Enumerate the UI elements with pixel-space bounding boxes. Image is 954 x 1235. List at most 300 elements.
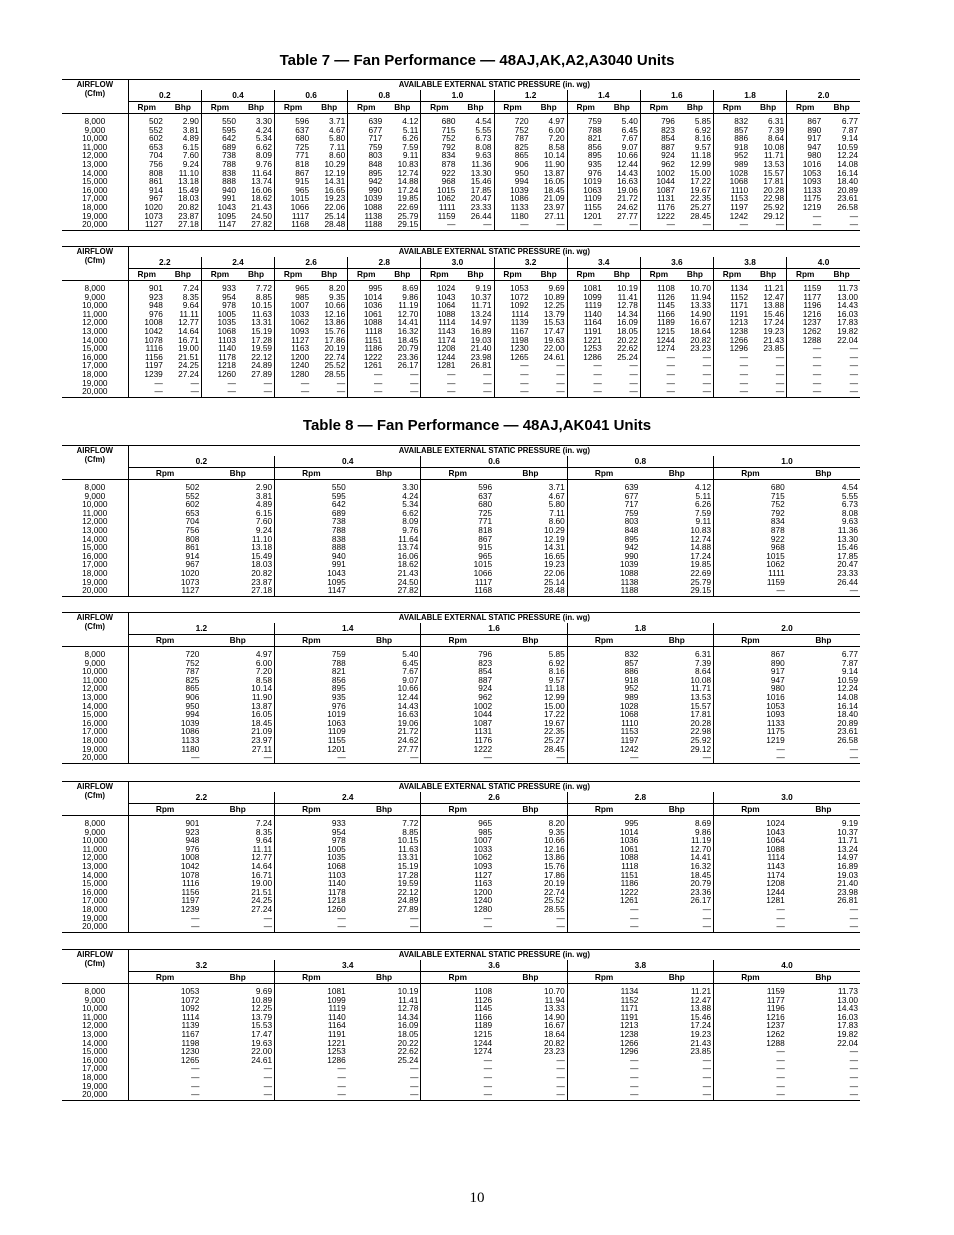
bhp-cell: 7.72 bbox=[255, 283, 273, 293]
bhp-header: Bhp bbox=[640, 972, 713, 984]
rpm-cell: — bbox=[567, 361, 604, 370]
bhp-cell: 8.08 bbox=[841, 507, 858, 518]
rpm-cell: — bbox=[714, 753, 787, 763]
bhp-cell: — bbox=[410, 752, 419, 763]
bhp-cell: 11.71 bbox=[690, 683, 712, 694]
bhp-cell: 18.62 bbox=[397, 559, 419, 570]
rpm-cell: — bbox=[713, 370, 750, 379]
rpm-cell: 1260 bbox=[275, 905, 348, 914]
rpm-cell: 994 bbox=[494, 177, 531, 186]
bhp-cell: 13.00 bbox=[837, 291, 858, 302]
rpm-cell: 1043 bbox=[201, 203, 238, 212]
rpm-cell: 1163 bbox=[275, 344, 312, 353]
fan-performance-table bbox=[62, 612, 860, 764]
rpm-header: Rpm bbox=[714, 972, 787, 984]
rpm-cell: 1188 bbox=[348, 220, 385, 230]
rpm-header: Rpm bbox=[640, 102, 677, 114]
rpm-cell: 1198 bbox=[494, 336, 531, 345]
bhp-cell: — bbox=[702, 368, 711, 379]
rpm-cell: 1014 bbox=[567, 828, 640, 837]
fan-performance-table bbox=[62, 246, 860, 398]
rpm-cell: 1238 bbox=[713, 327, 750, 336]
bhp-cell: 5.55 bbox=[475, 124, 492, 135]
bhp-cell: 21.43 bbox=[763, 334, 785, 345]
bhp-cell: 9.19 bbox=[475, 283, 492, 293]
bhp-cell: 16.89 bbox=[470, 325, 492, 336]
bhp-cell: 14.97 bbox=[470, 317, 492, 328]
bhp-cell: 25.24 bbox=[617, 351, 638, 362]
rpm-cell: — bbox=[494, 220, 531, 230]
rpm-cell: 1016 bbox=[787, 160, 824, 169]
rpm-cell: 962 bbox=[421, 693, 494, 702]
bhp-cell: 26.44 bbox=[470, 210, 492, 221]
bhp-cell: 6.45 bbox=[621, 124, 638, 135]
rpm-cell: 923 bbox=[148, 291, 163, 302]
bhp-cell: 8.58 bbox=[255, 674, 273, 685]
rpm-cell: — bbox=[567, 1056, 640, 1065]
rpm-cell: 1053 bbox=[787, 169, 824, 178]
rpm-header: Rpm bbox=[567, 972, 640, 984]
bhp-header: Bhp bbox=[823, 102, 860, 114]
airflow-cell: 19,000 bbox=[62, 578, 128, 587]
bhp-cell: 5.85 bbox=[694, 116, 711, 126]
bhp-cell: 15.53 bbox=[543, 317, 565, 328]
pressure-value: 1.6 bbox=[421, 623, 567, 635]
rpm-cell: 861 bbox=[148, 176, 163, 187]
airflow-label: AIRFLOW bbox=[76, 80, 114, 89]
bhp-cell: — bbox=[702, 912, 712, 923]
rpm-cell: — bbox=[275, 387, 312, 397]
bhp-cell: — bbox=[849, 360, 858, 371]
rpm-cell: 1036 bbox=[567, 836, 640, 845]
rpm-cell: 1068 bbox=[201, 327, 238, 336]
airflow-cell: 19,000 bbox=[62, 379, 128, 388]
rpm-cell: — bbox=[787, 387, 824, 397]
bhp-cell: 21.43 bbox=[397, 567, 419, 578]
table-row bbox=[62, 816, 860, 828]
rpm-cell: 1153 bbox=[713, 194, 750, 203]
bhp-cell: 19.82 bbox=[837, 1028, 858, 1039]
airflow-unit: (Cfm) bbox=[84, 791, 106, 800]
bhp-cell: 8.58 bbox=[548, 141, 565, 152]
rpm-cell: — bbox=[348, 387, 385, 397]
rpm-cell: 990 bbox=[567, 552, 640, 561]
rpm-cell: — bbox=[191, 912, 200, 923]
bhp-cell: 12.77 bbox=[178, 317, 199, 328]
rpm-cell: — bbox=[494, 361, 531, 370]
bhp-cell: 23.98 bbox=[470, 351, 492, 362]
pressure-header: AVAILABLE EXTERNAL STATIC PRESSURE (in. wg) bbox=[128, 613, 860, 624]
rpm-cell: 1191 bbox=[713, 310, 750, 319]
bhp-cell: 4.24 bbox=[255, 124, 273, 135]
bhp-cell: 27.11 bbox=[544, 210, 565, 221]
pressure-value: 2.4 bbox=[201, 257, 274, 269]
rpm-cell: 878 bbox=[714, 526, 787, 535]
rpm-cell: 1103 bbox=[275, 871, 348, 880]
airflow-header bbox=[62, 247, 128, 281]
rpm-cell: 886 bbox=[713, 134, 750, 143]
pressure-value: 0.8 bbox=[348, 90, 421, 102]
bhp-header: Bhp bbox=[787, 972, 860, 984]
rpm-cell: 1153 bbox=[567, 727, 640, 736]
rpm-cell: 1166 bbox=[640, 310, 677, 319]
bhp-cell: — bbox=[775, 219, 785, 230]
bhp-cell: 22.69 bbox=[397, 201, 419, 212]
bhp-cell: 9.24 bbox=[255, 524, 273, 535]
rpm-cell: 922 bbox=[421, 169, 458, 178]
rpm-cell: 677 bbox=[348, 126, 385, 135]
bhp-header: Bhp bbox=[384, 269, 421, 281]
bhp-cell: 22.04 bbox=[837, 1037, 858, 1048]
bhp-header: Bhp bbox=[531, 102, 568, 114]
pressure-value: 3.6 bbox=[421, 960, 567, 972]
airflow-cell: 11,000 bbox=[62, 845, 128, 854]
bhp-cell: 18.03 bbox=[251, 559, 273, 570]
airflow-cell: 8,000 bbox=[62, 114, 128, 126]
bhp-cell: 10.08 bbox=[690, 674, 712, 685]
rpm-cell: 954 bbox=[275, 828, 348, 837]
rpm-cell: — bbox=[787, 344, 824, 353]
rpm-cell: 1116 bbox=[182, 878, 200, 889]
bhp-cell: 12.74 bbox=[690, 533, 712, 544]
rpm-header: Rpm bbox=[714, 804, 787, 816]
table-row bbox=[62, 509, 860, 518]
bhp-header: Bhp bbox=[787, 635, 860, 647]
bhp-cell: 7.67 bbox=[621, 133, 638, 144]
rpm-cell: — bbox=[640, 379, 677, 388]
rpm-cell: 1196 bbox=[787, 301, 824, 310]
bhp-header: Bhp bbox=[201, 804, 274, 816]
airflow-unit: (Cfm) bbox=[84, 256, 106, 265]
rpm-cell: — bbox=[714, 1073, 787, 1082]
rpm-cell: 502 bbox=[185, 482, 200, 492]
bhp-cell: 12.78 bbox=[617, 300, 638, 311]
bhp-cell: — bbox=[849, 921, 858, 932]
rpm-cell: 895 bbox=[275, 684, 348, 693]
bhp-cell: 6.15 bbox=[182, 141, 199, 152]
table-row bbox=[62, 753, 860, 763]
rpm-cell: 1197 bbox=[144, 360, 163, 371]
bhp-cell: 13.86 bbox=[324, 317, 346, 328]
rpm-cell: 976 bbox=[148, 308, 163, 319]
rpm-cell: 924 bbox=[640, 151, 677, 160]
airflow-cell: 17,000 bbox=[62, 194, 128, 203]
bhp-cell: 9.64 bbox=[255, 835, 273, 846]
rpm-cell: 1002 bbox=[640, 169, 677, 178]
rpm-cell: 865 bbox=[494, 151, 531, 160]
bhp-cell: 22.98 bbox=[690, 726, 712, 737]
rpm-cell: 1002 bbox=[421, 702, 494, 711]
table-row bbox=[62, 1056, 860, 1065]
pressure-value: 2.2 bbox=[128, 257, 201, 269]
bhp-cell: 11.90 bbox=[251, 691, 273, 702]
bhp-cell: 12.47 bbox=[690, 994, 712, 1005]
pressure-value: 4.0 bbox=[714, 960, 860, 972]
rpm-cell: — bbox=[640, 220, 677, 230]
rpm-cell: 933 bbox=[275, 816, 348, 828]
bhp-cell: 8.64 bbox=[767, 133, 785, 144]
rpm-cell: 1177 bbox=[714, 996, 787, 1005]
bhp-cell: 12.19 bbox=[324, 167, 346, 178]
bhp-cell: 13.74 bbox=[251, 176, 273, 187]
bhp-cell: 10.83 bbox=[690, 524, 712, 535]
airflow-cell: 17,000 bbox=[62, 560, 128, 569]
rpm-cell: 980 bbox=[714, 684, 787, 693]
rpm-cell: 788 bbox=[275, 659, 348, 668]
bhp-cell: 9.14 bbox=[841, 133, 858, 144]
rpm-cell: — bbox=[567, 387, 604, 397]
bhp-cell: 29.15 bbox=[690, 585, 712, 596]
airflow-cell: 8,000 bbox=[62, 984, 128, 996]
bhp-cell: 12.19 bbox=[543, 533, 565, 544]
rpm-cell: 725 bbox=[421, 509, 494, 518]
bhp-cell: 9.57 bbox=[694, 141, 711, 152]
rpm-cell: 1092 bbox=[180, 1003, 200, 1014]
table-row bbox=[62, 693, 860, 702]
bhp-cell: 16.06 bbox=[251, 184, 273, 195]
bhp-cell: — bbox=[556, 1071, 565, 1082]
bhp-cell: 25.14 bbox=[324, 210, 346, 221]
bhp-cell: — bbox=[702, 351, 711, 362]
airflow-cell: 9,000 bbox=[62, 996, 128, 1005]
rpm-cell: 1007 bbox=[421, 836, 494, 845]
bhp-cell: 26.58 bbox=[837, 201, 858, 212]
rpm-cell: 1266 bbox=[567, 1039, 640, 1048]
bhp-cell: 12.77 bbox=[251, 852, 273, 863]
rpm-cell: — bbox=[275, 922, 348, 932]
bhp-cell: 10.08 bbox=[763, 141, 785, 152]
table-row bbox=[62, 220, 860, 230]
pressure-value: 1.0 bbox=[421, 90, 494, 102]
rpm-cell: 1053 bbox=[714, 702, 787, 711]
bhp-header: Bhp bbox=[457, 102, 494, 114]
rpm-cell: 1072 bbox=[180, 994, 200, 1005]
rpm-cell: — bbox=[640, 370, 677, 379]
rpm-cell: 1280 bbox=[275, 370, 312, 379]
rpm-cell: 980 bbox=[787, 151, 824, 160]
bhp-cell: 16.05 bbox=[251, 709, 273, 720]
pressure-value: 0.6 bbox=[275, 90, 348, 102]
rpm-cell: — bbox=[787, 212, 824, 221]
bhp-cell: 2.90 bbox=[182, 116, 199, 126]
bhp-cell: 8.35 bbox=[182, 291, 199, 302]
rpm-cell: 1078 bbox=[144, 334, 163, 345]
rpm-cell: 1028 bbox=[567, 702, 640, 711]
rpm-cell: 914 bbox=[185, 550, 200, 561]
bhp-cell: — bbox=[629, 377, 638, 388]
rpm-cell: 962 bbox=[640, 160, 677, 169]
rpm-cell: 989 bbox=[713, 160, 750, 169]
rpm-cell: 787 bbox=[494, 134, 531, 143]
bhp-cell: 21.72 bbox=[617, 193, 638, 204]
rpm-cell: 796 bbox=[421, 647, 494, 659]
airflow-cell: 8,000 bbox=[62, 647, 128, 659]
bhp-cell: — bbox=[556, 219, 565, 230]
table-row bbox=[62, 676, 860, 685]
table-row bbox=[62, 647, 860, 659]
rpm-cell: 1189 bbox=[640, 318, 677, 327]
rpm-cell: — bbox=[421, 1064, 494, 1073]
bhp-cell: 13.30 bbox=[837, 533, 858, 544]
pressure-value: 0.4 bbox=[201, 90, 274, 102]
airflow-cell: 17,000 bbox=[62, 727, 128, 736]
bhp-cell: 21.09 bbox=[543, 193, 565, 204]
bhp-cell: — bbox=[410, 1080, 419, 1091]
rpm-cell: 886 bbox=[567, 667, 640, 676]
airflow-cell: 18,000 bbox=[62, 1073, 128, 1082]
bhp-cell: 16.14 bbox=[837, 167, 858, 178]
bhp-cell: 19.06 bbox=[397, 717, 419, 728]
rpm-cell: 867 bbox=[421, 535, 494, 544]
rpm-cell: 1242 bbox=[567, 745, 640, 754]
rpm-cell: 901 bbox=[148, 283, 163, 293]
bhp-cell: 24.62 bbox=[617, 201, 638, 212]
rpm-cell: 1086 bbox=[180, 726, 200, 737]
rpm-cell: — bbox=[714, 1082, 787, 1091]
pressure-value: 3.2 bbox=[128, 960, 274, 972]
bhp-cell: 7.59 bbox=[694, 507, 712, 518]
rpm-header: Rpm bbox=[567, 269, 604, 281]
pressure-value: 2.8 bbox=[567, 792, 713, 804]
bhp-cell: 19.59 bbox=[251, 343, 273, 354]
rpm-cell: 1167 bbox=[494, 327, 531, 336]
rpm-cell: — bbox=[421, 370, 458, 379]
bhp-cell: — bbox=[849, 752, 858, 763]
rpm-header: Rpm bbox=[128, 269, 165, 281]
bhp-cell: — bbox=[556, 1080, 565, 1091]
pressure-value: 1.6 bbox=[640, 90, 713, 102]
bhp-cell: 11.41 bbox=[617, 291, 638, 302]
table-row bbox=[62, 905, 860, 914]
rpm-cell: 1073 bbox=[144, 210, 163, 221]
bhp-cell: 16.67 bbox=[690, 317, 711, 328]
bhp-cell: — bbox=[263, 912, 273, 923]
rpm-cell: 1175 bbox=[787, 194, 824, 203]
bhp-cell: 12.78 bbox=[397, 1003, 419, 1014]
bhp-cell: — bbox=[556, 1089, 565, 1100]
rpm-cell: 1088 bbox=[567, 569, 640, 578]
bhp-cell: 3.81 bbox=[182, 124, 199, 135]
bhp-cell: 12.99 bbox=[690, 158, 711, 169]
bhp-cell: — bbox=[410, 912, 419, 923]
bhp-cell: 11.71 bbox=[837, 835, 858, 846]
bhp-cell: 27.89 bbox=[251, 368, 273, 379]
airflow-cell: 20,000 bbox=[62, 220, 128, 230]
airflow-cell: 8,000 bbox=[62, 281, 128, 293]
rpm-cell: 808 bbox=[185, 533, 200, 544]
rpm-header: Rpm bbox=[494, 102, 531, 114]
bhp-cell: 15.53 bbox=[251, 1020, 273, 1031]
bhp-cell: 9.07 bbox=[621, 141, 638, 152]
rpm-cell: 1033 bbox=[421, 845, 494, 854]
bhp-cell: 16.06 bbox=[397, 550, 419, 561]
bhp-cell: 23.61 bbox=[837, 193, 858, 204]
airflow-cell: 19,000 bbox=[62, 745, 128, 754]
rpm-cell: 796 bbox=[640, 114, 677, 126]
bhp-header: Bhp bbox=[201, 972, 274, 984]
bhp-cell: — bbox=[556, 912, 565, 923]
rpm-cell: 1138 bbox=[567, 578, 640, 587]
bhp-cell: 17.86 bbox=[543, 869, 565, 880]
table-row bbox=[62, 684, 860, 693]
rpm-cell: 715 bbox=[421, 126, 458, 135]
airflow-label: AIRFLOW bbox=[76, 613, 114, 622]
rpm-cell: — bbox=[714, 1056, 787, 1065]
bhp-cell: 23.87 bbox=[178, 210, 199, 221]
rpm-cell: 887 bbox=[640, 143, 677, 152]
bhp-cell: 21.51 bbox=[251, 886, 273, 897]
rpm-cell: 1281 bbox=[714, 896, 787, 905]
rpm-cell: 895 bbox=[348, 169, 385, 178]
rpm-cell: — bbox=[713, 387, 750, 397]
bhp-cell: 5.11 bbox=[695, 490, 712, 501]
rpm-cell: 989 bbox=[567, 693, 640, 702]
table-row bbox=[62, 702, 860, 711]
airflow-cell: 13,000 bbox=[62, 160, 128, 169]
rpm-cell: 1093 bbox=[787, 177, 824, 186]
bhp-cell: 7.39 bbox=[694, 657, 712, 668]
bhp-cell: 11.71 bbox=[471, 300, 492, 311]
bhp-cell: 16.63 bbox=[617, 176, 638, 187]
bhp-cell: 9.63 bbox=[841, 516, 858, 527]
airflow-label: AIRFLOW bbox=[76, 950, 114, 959]
table-row bbox=[62, 1090, 860, 1100]
bhp-cell: 14.43 bbox=[397, 700, 419, 711]
rpm-header: Rpm bbox=[713, 269, 750, 281]
rpm-header: Rpm bbox=[275, 269, 312, 281]
airflow-cell: 12,000 bbox=[62, 1021, 128, 1030]
page-number: 10 bbox=[469, 1190, 485, 1206]
rpm-cell: 1126 bbox=[640, 293, 677, 302]
rpm-cell: — bbox=[714, 1047, 787, 1056]
rpm-cell: 888 bbox=[201, 177, 238, 186]
bhp-cell: 14.43 bbox=[617, 167, 638, 178]
bhp-cell: 15.19 bbox=[397, 860, 419, 871]
bhp-cell: 17.85 bbox=[837, 550, 858, 561]
bhp-cell: 12.70 bbox=[397, 308, 419, 319]
rpm-cell: — bbox=[275, 1064, 348, 1073]
bhp-cell: 12.70 bbox=[690, 843, 712, 854]
bhp-cell: — bbox=[190, 377, 199, 388]
rpm-cell: 1140 bbox=[275, 879, 348, 888]
bhp-cell: 22.98 bbox=[763, 193, 785, 204]
bhp-cell: 5.40 bbox=[621, 116, 638, 126]
airflow-cell: 16,000 bbox=[62, 1056, 128, 1065]
rpm-header: Rpm bbox=[128, 804, 201, 816]
rpm-cell: 1180 bbox=[494, 212, 531, 221]
table-row bbox=[62, 500, 860, 509]
bhp-cell: 23.23 bbox=[543, 1046, 565, 1057]
bhp-cell: 9.86 bbox=[402, 291, 419, 302]
rpm-cell: 704 bbox=[148, 150, 163, 161]
bhp-cell: 17.22 bbox=[543, 709, 565, 720]
pressure-header: AVAILABLE EXTERNAL STATIC PRESSURE (in. wg) bbox=[128, 446, 860, 457]
rpm-cell: 976 bbox=[275, 702, 348, 711]
bhp-header: Bhp bbox=[640, 468, 713, 480]
bhp-cell: — bbox=[629, 360, 638, 371]
bhp-cell: 14.31 bbox=[324, 176, 346, 187]
bhp-cell: — bbox=[410, 1089, 419, 1100]
rpm-cell: 1133 bbox=[181, 734, 200, 745]
bhp-cell: 14.88 bbox=[690, 542, 712, 553]
bhp-cell: 25.52 bbox=[324, 360, 346, 371]
bhp-cell: 12.16 bbox=[324, 308, 346, 319]
rpm-cell: 1088 bbox=[421, 310, 458, 319]
bhp-cell: — bbox=[263, 1063, 273, 1074]
bhp-cell: 7.11 bbox=[549, 507, 565, 518]
bhp-cell: 16.89 bbox=[837, 860, 858, 871]
bhp-cell: 6.62 bbox=[402, 507, 419, 518]
